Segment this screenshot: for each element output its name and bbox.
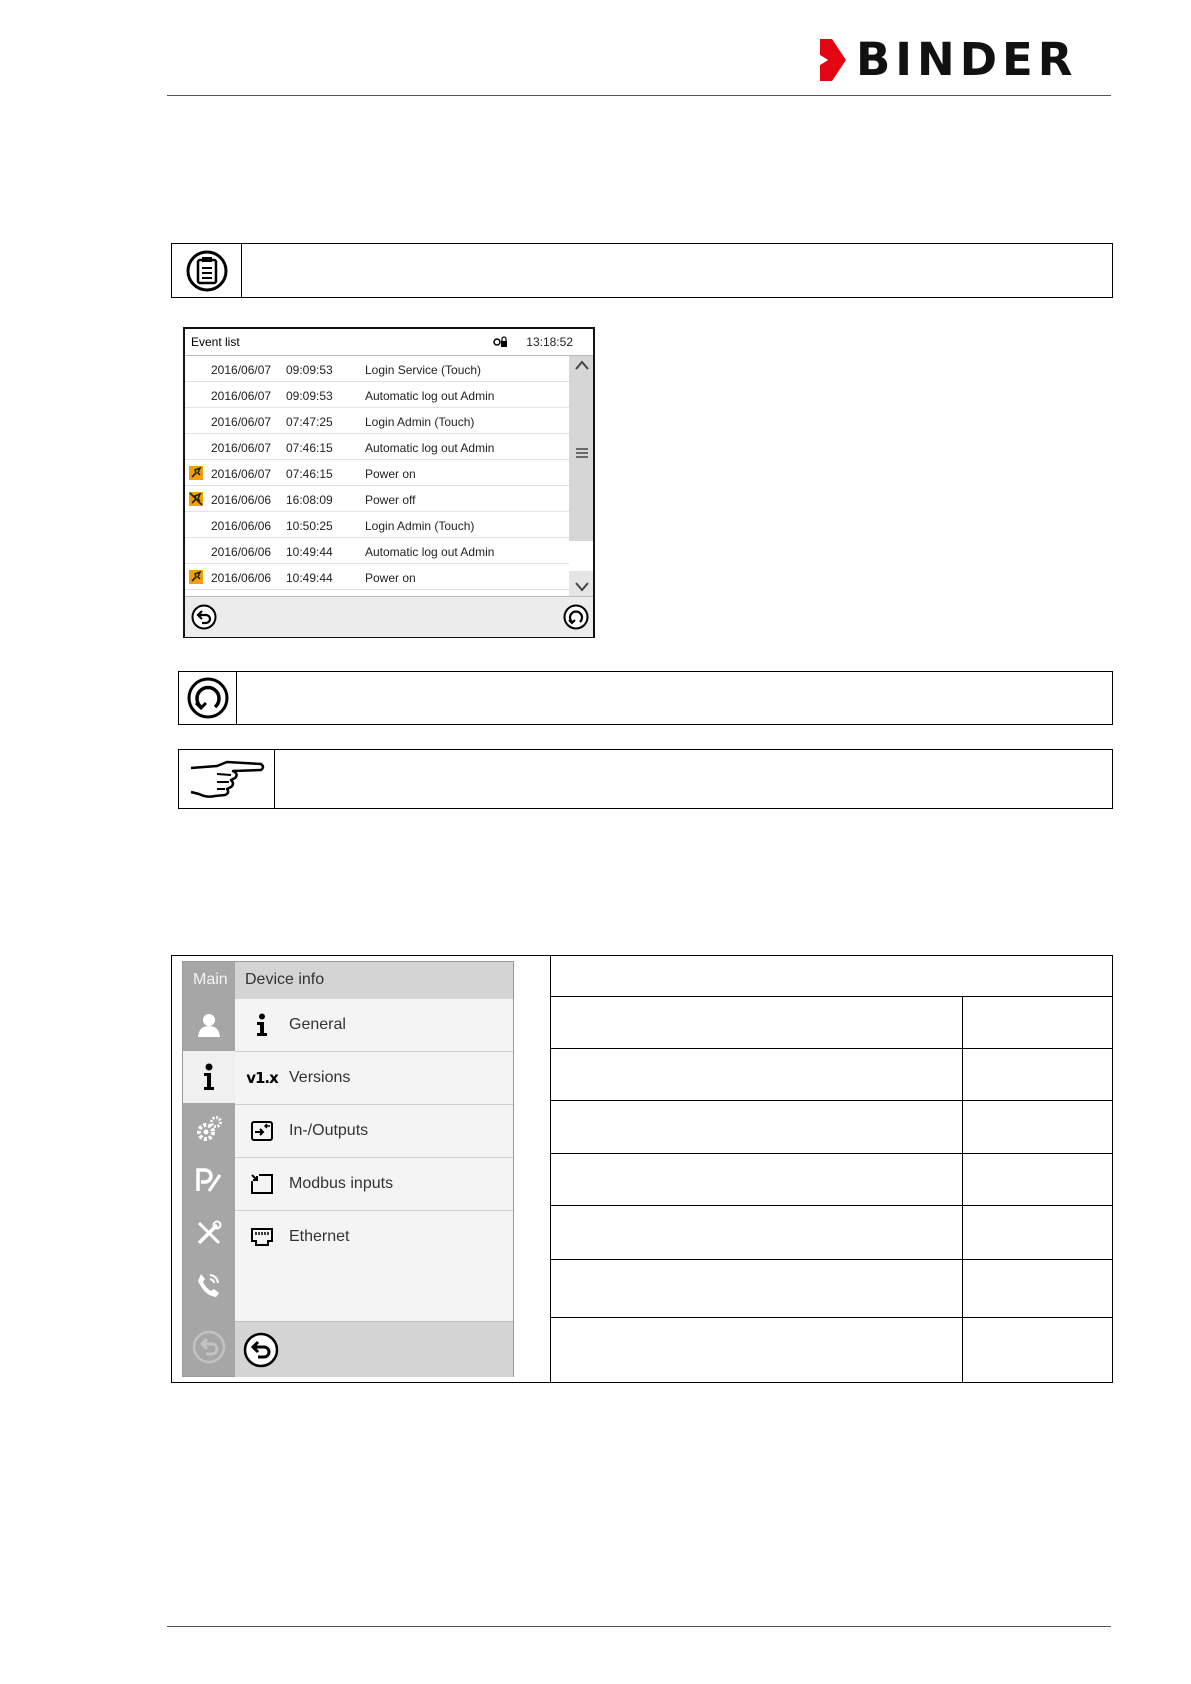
device-info-title: Device info <box>245 971 325 988</box>
event-time: 07:46:15 <box>286 441 333 455</box>
event-message: Automatic log out Admin <box>365 545 495 559</box>
event-time: 07:47:25 <box>286 415 333 429</box>
table-divider <box>550 1100 1112 1101</box>
event-row[interactable] <box>185 564 569 590</box>
event-row[interactable] <box>185 486 569 512</box>
binder-logo-mark <box>818 39 848 81</box>
table-divider <box>550 1259 1112 1260</box>
event-time: 09:09:53 <box>286 363 333 377</box>
event-date: 2016/06/07 <box>211 415 272 429</box>
brand-name: BINDER <box>856 33 1078 86</box>
gears-icon <box>195 1115 223 1143</box>
event-date: 2016/06/07 <box>211 467 272 481</box>
scrollbar[interactable] <box>569 356 593 596</box>
sidebar-back-button[interactable] <box>183 1321 235 1373</box>
table-divider <box>550 996 1112 997</box>
table-divider <box>550 1048 1112 1049</box>
event-date: 2016/06/06 <box>211 493 272 507</box>
main-menu-sidebar <box>183 962 235 1376</box>
menu-item-label: General <box>289 1016 346 1033</box>
program-edit-icon <box>195 1167 223 1195</box>
table-divider <box>550 1153 1112 1154</box>
event-list-header <box>185 329 593 356</box>
sidebar-item-user[interactable] <box>183 999 235 1051</box>
back-button[interactable] <box>191 604 217 630</box>
device-info-screen <box>182 961 514 1377</box>
refresh-icon <box>187 677 229 719</box>
sidebar-item-program[interactable] <box>183 1155 235 1207</box>
user-lock-icon <box>493 336 507 348</box>
menu-item-ethernet[interactable] <box>235 1211 513 1264</box>
event-row[interactable] <box>185 538 569 564</box>
table-divider <box>550 956 551 1382</box>
event-message: Automatic log out Admin <box>365 389 495 403</box>
menu-item-general[interactable] <box>235 999 513 1052</box>
event-time: 09:09:53 <box>286 389 333 403</box>
event-row[interactable] <box>185 356 569 382</box>
refresh-button[interactable] <box>563 604 589 630</box>
empty-area <box>235 1259 513 1321</box>
event-date: 2016/06/06 <box>211 519 272 533</box>
info-icon <box>249 1013 275 1037</box>
clock: 13:18:52 <box>526 335 573 349</box>
event-message: Power on <box>365 467 416 481</box>
menu-item-label: Versions <box>289 1069 351 1086</box>
icon-cell <box>172 244 242 297</box>
description-cell <box>275 750 1112 808</box>
menu-item-in-outputs[interactable] <box>235 1105 513 1158</box>
event-row[interactable] <box>185 382 569 408</box>
menu-item-modbus-inputs[interactable] <box>235 1158 513 1211</box>
event-message: Login Admin (Touch) <box>365 415 475 429</box>
power-off-icon <box>189 492 203 506</box>
phone-icon <box>195 1271 223 1299</box>
menu-item-label: In-/Outputs <box>289 1122 369 1139</box>
device-info-menu <box>235 999 513 1264</box>
info-icon <box>202 1063 216 1091</box>
event-message: Automatic log out Admin <box>365 441 495 455</box>
event-list-title: Event list <box>191 335 240 349</box>
power-on-icon <box>189 570 203 584</box>
event-message: Power on <box>365 571 416 585</box>
scrollbar-track <box>569 541 593 571</box>
version-icon <box>246 1066 278 1090</box>
icon-cell <box>179 672 237 724</box>
table-divider <box>550 1205 1112 1206</box>
event-date: 2016/06/07 <box>211 441 272 455</box>
footer-rule <box>167 1626 1111 1627</box>
header-rule <box>167 95 1111 96</box>
icon-cell <box>179 750 275 808</box>
event-list-screen <box>183 327 595 638</box>
event-message: Login Service (Touch) <box>365 363 482 377</box>
device-info-header <box>235 962 513 1000</box>
scroll-up-icon[interactable] <box>575 360 589 370</box>
event-row[interactable] <box>185 434 569 460</box>
sidebar-item-contact[interactable] <box>183 1259 235 1311</box>
event-date: 2016/06/07 <box>211 389 272 403</box>
description-cell <box>242 244 1112 297</box>
event-date: 2016/06/06 <box>211 545 272 559</box>
power-on-icon <box>189 466 203 480</box>
device-info-footer <box>235 1321 513 1377</box>
back-button[interactable] <box>243 1332 279 1368</box>
main-label: Main <box>193 971 228 988</box>
sidebar-item-service[interactable] <box>183 1207 235 1259</box>
event-message: Power off <box>365 493 416 507</box>
event-row[interactable] <box>185 408 569 434</box>
sidebar-item-info[interactable] <box>183 1051 235 1103</box>
tools-icon <box>195 1219 223 1247</box>
event-time: 10:50:25 <box>286 519 333 533</box>
hint-box <box>178 749 1113 809</box>
event-message: Login Admin (Touch) <box>365 519 475 533</box>
scroll-grip-icon <box>575 448 589 458</box>
sidebar-item-settings[interactable] <box>183 1103 235 1155</box>
in-outputs-icon <box>249 1119 275 1143</box>
event-time: 07:46:15 <box>286 467 333 481</box>
event-time: 10:49:44 <box>286 571 333 585</box>
event-list-footer <box>185 596 593 637</box>
event-time: 16:08:09 <box>286 493 333 507</box>
description-cell <box>237 672 1112 724</box>
table-divider <box>550 1317 1112 1318</box>
event-date: 2016/06/06 <box>211 571 272 585</box>
clipboard-list-icon <box>185 249 229 293</box>
event-list-icon-box <box>171 243 1113 298</box>
event-row[interactable] <box>185 460 569 486</box>
event-date: 2016/06/07 <box>211 363 272 377</box>
event-list-rows[interactable] <box>185 356 569 596</box>
event-time: 10:49:44 <box>286 545 333 559</box>
version-icon-text: v1.x <box>246 1069 278 1087</box>
back-icon <box>192 1330 226 1364</box>
scroll-down-icon[interactable] <box>575 582 589 592</box>
ethernet-icon <box>249 1225 275 1249</box>
table-divider <box>962 996 963 1382</box>
modbus-icon <box>249 1172 275 1196</box>
menu-item-label: Modbus inputs <box>289 1175 394 1192</box>
menu-item-label: Ethernet <box>289 1228 350 1245</box>
user-icon <box>196 1012 222 1038</box>
binder-logo <box>818 33 1078 86</box>
pointing-hand-icon <box>187 754 267 804</box>
event-row[interactable] <box>185 512 569 538</box>
refresh-icon-box <box>178 671 1113 725</box>
menu-item-versions[interactable] <box>235 1052 513 1105</box>
